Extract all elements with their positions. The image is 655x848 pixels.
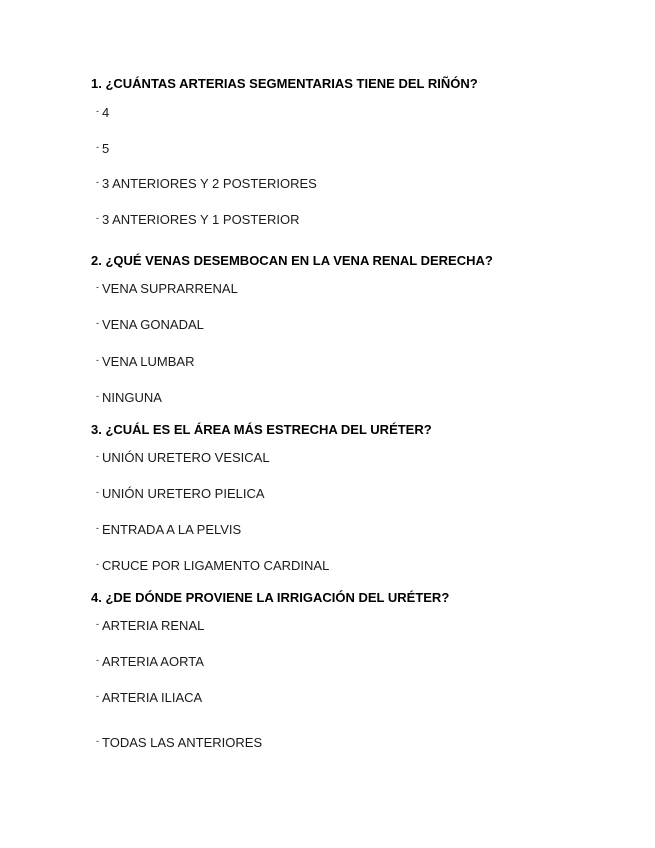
bullet-mark: - — [96, 559, 99, 569]
question-2-option-4 — [96, 390, 162, 407]
question-3-option-3 — [96, 522, 241, 539]
bullet-mark: - — [96, 142, 99, 152]
question-1-option-3 — [96, 176, 317, 193]
bullet-mark: - — [96, 282, 99, 292]
option-label: 3 ANTERIORES Y 2 POSTERIORES — [102, 176, 317, 191]
bullet-mark: - — [96, 736, 99, 746]
option-label: ARTERIA RENAL — [102, 618, 205, 633]
bullet-mark: - — [96, 318, 99, 328]
option-label: ARTERIA AORTA — [102, 654, 204, 669]
option-label: ARTERIA ILIACA — [102, 690, 203, 705]
bullet-mark: - — [96, 213, 99, 223]
option-label: UNIÓN URETERO VESICAL — [102, 450, 270, 465]
bullet-mark: - — [96, 523, 99, 533]
bullet-mark: - — [96, 691, 99, 701]
bullet-mark: - — [96, 177, 99, 187]
question-2-option-3 — [96, 354, 194, 371]
option-label: 4 — [102, 105, 110, 120]
question-4-option-1 — [96, 618, 204, 635]
question-3-option-4 — [96, 558, 329, 575]
question-3-option-1 — [96, 450, 270, 467]
question-3-option-2 — [96, 486, 265, 503]
option-label: 5 — [102, 141, 110, 156]
bullet-mark: - — [96, 106, 99, 116]
option-label: VENA GONADAL — [102, 317, 204, 332]
option-label: 3 ANTERIORES Y 1 POSTERIOR — [102, 212, 300, 227]
question-4-option-2 — [96, 654, 204, 671]
option-label: CRUCE POR LIGAMENTO CARDINAL — [102, 558, 330, 573]
option-label: VENA LUMBAR — [102, 354, 195, 369]
question-4-title: 4. ¿DE DÓNDE PROVIENE LA IRRIGACIÓN DEL URÉTER? — [91, 590, 450, 605]
bullet-mark: - — [96, 655, 99, 665]
option-label: UNIÓN URETERO PIELICA — [102, 486, 265, 501]
question-1-option-2 — [96, 141, 109, 158]
question-4-option-4 — [96, 735, 262, 752]
bullet-mark: - — [96, 451, 99, 461]
option-label: VENA SUPRARRENAL — [102, 281, 238, 296]
question-4-option-3 — [96, 690, 202, 707]
question-2-title: 2. ¿QUÉ VENAS DESEMBOCAN EN LA VENA RENAL DERECHA? — [91, 253, 493, 268]
bullet-mark: - — [96, 391, 99, 401]
bullet-mark: - — [96, 619, 99, 629]
option-label: NINGUNA — [102, 390, 162, 405]
question-1-option-4 — [96, 212, 299, 229]
question-1-option-1 — [96, 105, 109, 122]
option-label: ENTRADA A LA PELVIS — [102, 522, 242, 537]
bullet-mark: - — [96, 487, 99, 497]
question-3-title: 3. ¿CUÁL ES EL ÁREA MÁS ESTRECHA DEL URÉTER? — [91, 422, 432, 437]
option-label: TODAS LAS ANTERIORES — [102, 735, 263, 750]
question-2-option-1 — [96, 281, 238, 298]
bullet-mark: - — [96, 355, 99, 365]
question-2-option-2 — [96, 317, 204, 334]
question-1-title: 1. ¿CUÁNTAS ARTERIAS SEGMENTARIAS TIENE DEL RIÑÓN? — [91, 76, 478, 91]
